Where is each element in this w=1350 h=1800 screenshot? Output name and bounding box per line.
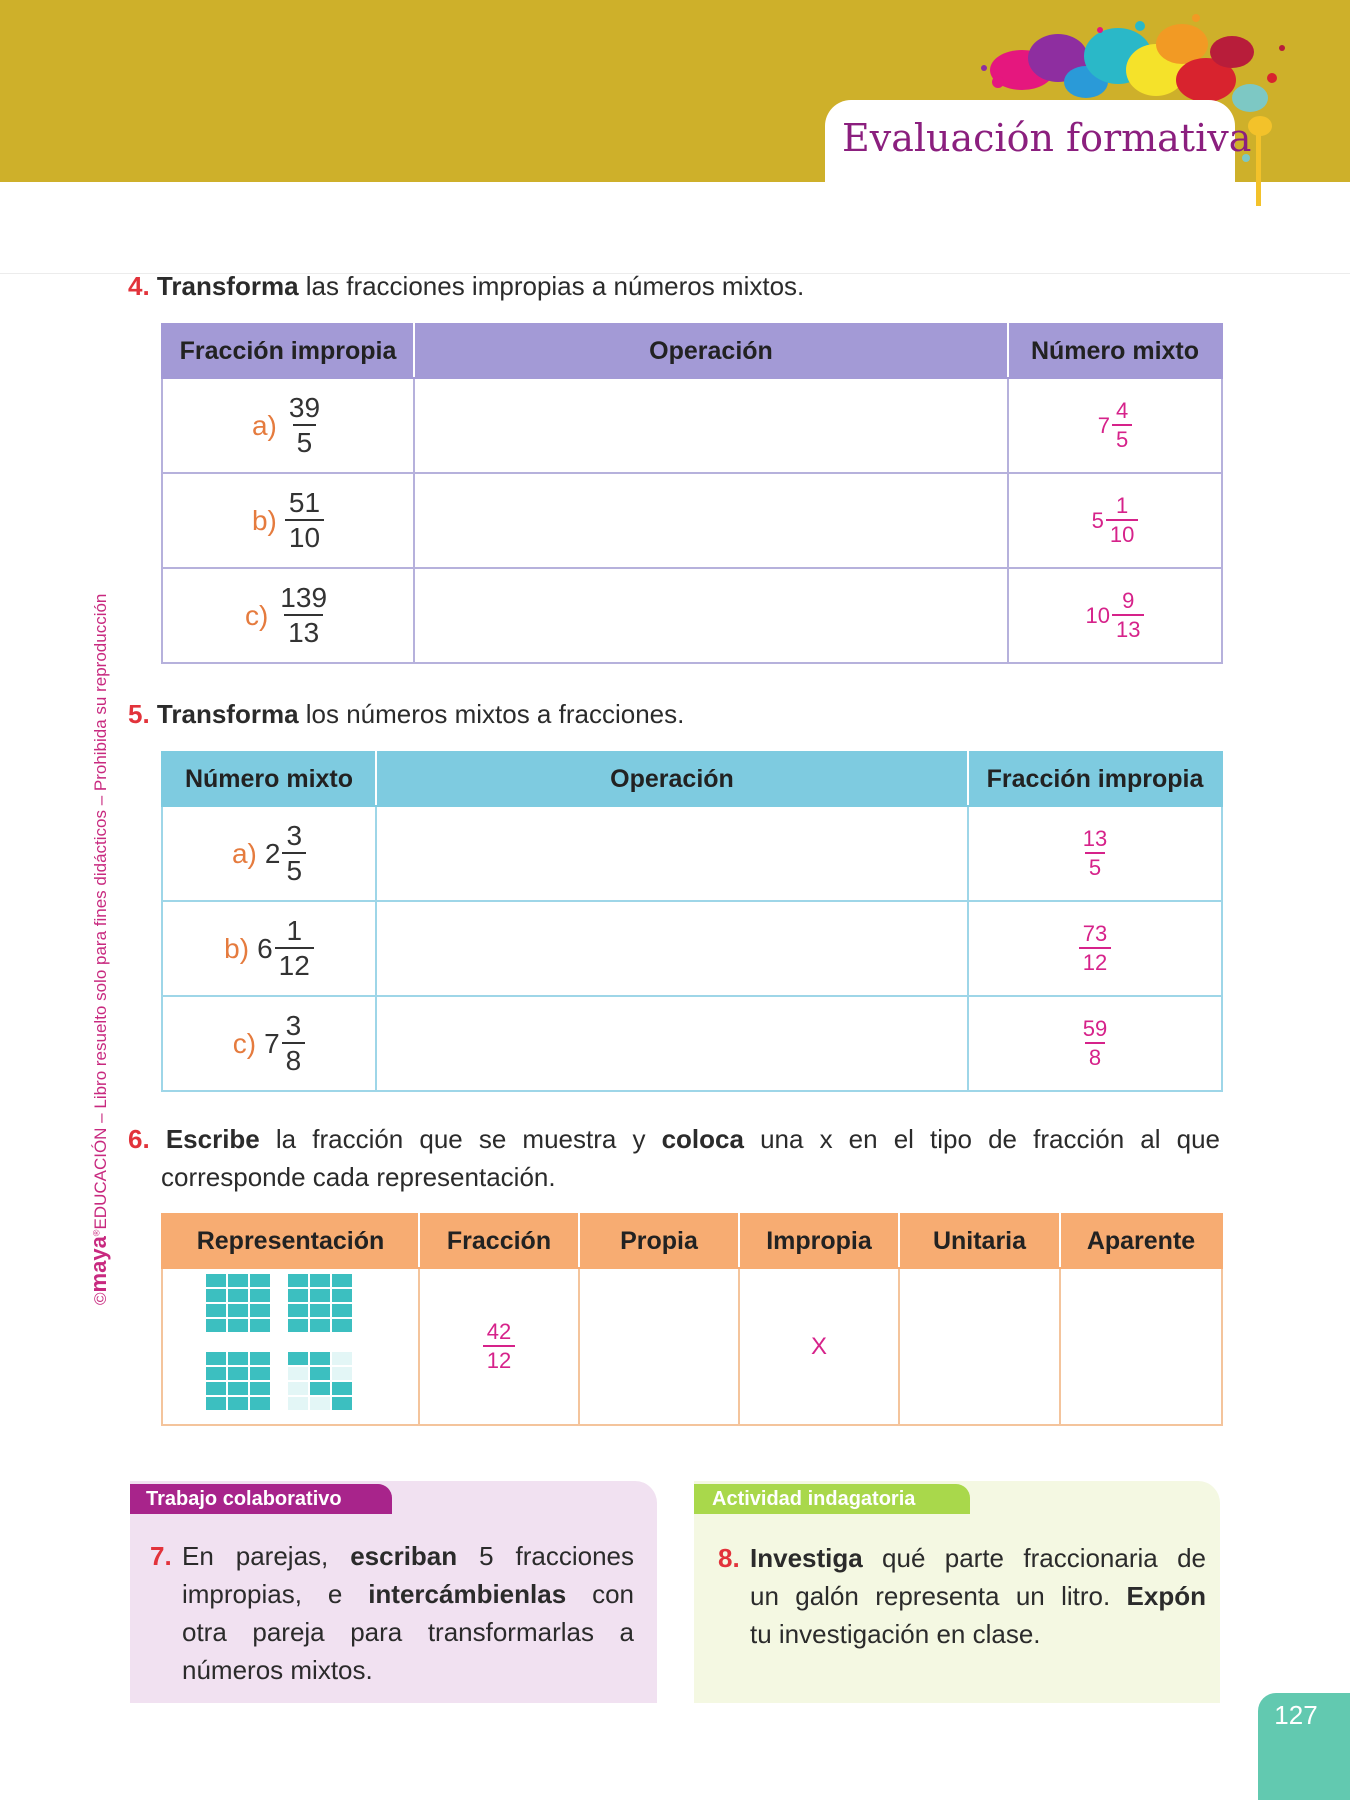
- question-number: 4.: [128, 271, 150, 301]
- fraction: [1079, 921, 1111, 977]
- denominator: 8: [282, 1042, 306, 1078]
- shaded-part: [249, 1381, 271, 1396]
- shaded-part: [309, 1303, 331, 1318]
- question-number: 7.: [150, 1541, 172, 1571]
- question-line: un galón representa un litro. Expón: [750, 1581, 1206, 1611]
- denominator: 10: [1106, 519, 1138, 549]
- improper-fraction-answer[interactable]: [968, 996, 1222, 1091]
- operation-cell[interactable]: [376, 901, 968, 996]
- copyright-symbol: ©: [91, 1292, 110, 1305]
- unshaded-part: [309, 1396, 331, 1411]
- item-label: a): [251, 409, 277, 441]
- shaded-part: [227, 1303, 249, 1318]
- shaded-part: [205, 1288, 227, 1303]
- operation-cell[interactable]: [376, 996, 968, 1091]
- fraction: [285, 487, 324, 555]
- question-text: la fracción que se muestra y: [259, 1124, 662, 1154]
- shaded-part: [331, 1396, 353, 1411]
- numerator: 1: [1115, 492, 1129, 518]
- question-verb: Escribe: [165, 1124, 260, 1154]
- shaded-part: [309, 1381, 331, 1396]
- shaded-part: [309, 1288, 331, 1303]
- shaded-part: [309, 1318, 331, 1333]
- item-label: c): [232, 1027, 257, 1059]
- column-header: Fracción impropia: [162, 324, 414, 378]
- denominator: 8: [1085, 1042, 1105, 1072]
- shaded-part: [331, 1273, 353, 1288]
- operation-cell[interactable]: [414, 473, 1008, 568]
- denominator: 5: [282, 852, 306, 888]
- whole-unit-grid: [287, 1351, 353, 1411]
- numerator: 1: [286, 914, 303, 946]
- question-number: 5.: [128, 699, 150, 729]
- mixed-number-answer[interactable]: [1008, 378, 1222, 473]
- column-header: Propia: [579, 1214, 739, 1268]
- shaded-part: [331, 1318, 353, 1333]
- table-row: [162, 996, 1222, 1091]
- question-line: En parejas, escriban 5 fracciones: [182, 1541, 635, 1571]
- whole-part: 2: [264, 837, 281, 869]
- whole-part: 6: [257, 932, 273, 964]
- column-header: Representación: [162, 1214, 419, 1268]
- copyright-sidebar: [86, 594, 112, 1305]
- question-6: [128, 1120, 1220, 1196]
- copyright-text: EDUCACIÓN – Libro resuelto solo para fines didácticos – Prohibida su reproducción: [91, 593, 110, 1230]
- question-line: [128, 1120, 1220, 1158]
- numerator: 9: [1122, 587, 1135, 613]
- shaded-part: [227, 1351, 249, 1366]
- shaded-part: [309, 1366, 331, 1381]
- numerator: 39: [288, 391, 321, 423]
- denominator: 5: [293, 424, 317, 460]
- shaded-part: [287, 1303, 309, 1318]
- mixed-to-improper-table: [161, 751, 1223, 1092]
- fraction-representation: [201, 1269, 381, 1419]
- denominator: 12: [1079, 947, 1111, 977]
- numerator: 3: [286, 819, 303, 851]
- question-line: números mixtos.: [182, 1655, 373, 1685]
- improper-to-mixed-table: [161, 323, 1223, 664]
- question-8: [718, 1539, 1206, 1653]
- whole-part: 10: [1085, 602, 1110, 628]
- question-line: Investiga qué parte fraccionaria de: [750, 1543, 1206, 1573]
- shaded-part: [227, 1381, 249, 1396]
- question-text: los números mixtos a fracciones.: [298, 699, 685, 729]
- whole-part: 7: [1097, 412, 1110, 438]
- question-text: las fracciones impropias a números mixtos.: [298, 271, 805, 301]
- column-header: Número mixto: [162, 752, 376, 806]
- improper-fraction-answer[interactable]: [968, 901, 1222, 996]
- numerator: 139: [280, 581, 328, 613]
- numerator: 3: [285, 1009, 302, 1041]
- table-row: [162, 378, 1222, 473]
- unshaded-part: [331, 1366, 353, 1381]
- numerator: 4: [1116, 397, 1129, 423]
- denominator: 5: [1112, 424, 1132, 454]
- mixed-number-cell: [162, 806, 376, 901]
- shaded-part: [331, 1288, 353, 1303]
- question-line: corresponde cada representación.: [161, 1162, 556, 1192]
- unshaded-part: [287, 1366, 309, 1381]
- unshaded-part: [287, 1396, 309, 1411]
- shaded-part: [331, 1303, 353, 1318]
- item-label: b): [251, 504, 277, 536]
- shaded-part: [205, 1351, 227, 1366]
- numerator: 73: [1082, 920, 1108, 946]
- operation-cell[interactable]: [414, 568, 1008, 663]
- item-label: c): [244, 599, 269, 631]
- table-header-row: [162, 324, 1222, 378]
- page-title: Evaluación formativa: [842, 116, 1252, 160]
- mixed-number-answer[interactable]: [1008, 568, 1222, 663]
- collaborative-work-tag: Trabajo colaborativo: [130, 1484, 392, 1514]
- representation-cell: [162, 1268, 419, 1425]
- shaded-part: [227, 1273, 249, 1288]
- shaded-part: [205, 1303, 227, 1318]
- denominator: 12: [275, 947, 314, 983]
- shaded-part: [205, 1366, 227, 1381]
- improper-fraction-cell: [162, 378, 414, 473]
- question-4: [128, 267, 804, 305]
- shaded-part: [287, 1318, 309, 1333]
- shaded-part: [205, 1318, 227, 1333]
- question-verb: coloca: [661, 1124, 744, 1154]
- table-row: [162, 1268, 1222, 1425]
- table-row: [162, 473, 1222, 568]
- shaded-part: [249, 1318, 271, 1333]
- registered-mark: ®: [91, 1229, 102, 1237]
- operation-cell[interactable]: [376, 806, 968, 901]
- page-number: 127: [1274, 1700, 1318, 1730]
- whole-part: 7: [264, 1027, 280, 1059]
- question-line: impropias, e intercámbienlas con: [182, 1579, 634, 1609]
- table-header-row: [162, 1214, 1222, 1268]
- table-row: [162, 901, 1222, 996]
- whole-unit-grid: [205, 1351, 271, 1411]
- whole-unit-grid: [287, 1273, 353, 1333]
- numerator: 42: [486, 1318, 512, 1344]
- question-7: [150, 1537, 634, 1689]
- unshaded-part: [287, 1381, 309, 1396]
- shaded-part: [227, 1366, 249, 1381]
- table-row: [162, 806, 1222, 901]
- brand-name: maya: [86, 1236, 111, 1293]
- fraction: [1112, 588, 1144, 644]
- whole-unit-grid: [205, 1273, 271, 1333]
- fraction: [282, 1010, 306, 1078]
- fraction: [1079, 1016, 1111, 1072]
- column-header: Número mixto: [1008, 324, 1222, 378]
- shaded-part: [309, 1351, 331, 1366]
- operation-cell[interactable]: [414, 378, 1008, 473]
- shaded-part: [287, 1351, 309, 1366]
- shaded-part: [249, 1351, 271, 1366]
- fraction: [1112, 398, 1132, 454]
- fraction-type-table: [161, 1213, 1223, 1426]
- shaded-part: [227, 1318, 249, 1333]
- denominator: 13: [1112, 614, 1144, 644]
- mixed-number-answer[interactable]: [1008, 473, 1222, 568]
- column-header: Operación: [376, 752, 968, 806]
- shaded-part: [287, 1288, 309, 1303]
- question-verb: Transforma: [156, 699, 299, 729]
- column-header: Fracción impropia: [968, 752, 1222, 806]
- column-header: Impropia: [739, 1214, 899, 1268]
- shaded-part: [227, 1396, 249, 1411]
- shaded-part: [205, 1396, 227, 1411]
- shaded-part: [249, 1273, 271, 1288]
- fraction: [282, 820, 306, 888]
- shaded-part: [249, 1366, 271, 1381]
- mixed-number-cell: [162, 901, 376, 996]
- fraction: [285, 392, 324, 460]
- column-header: Operación: [414, 324, 1008, 378]
- shaded-part: [205, 1381, 227, 1396]
- improper-fraction-cell: [162, 473, 414, 568]
- unitaria-cell[interactable]: [899, 1268, 1060, 1425]
- question-number: 8.: [718, 1543, 740, 1573]
- question-line: tu investigación en clase.: [750, 1619, 1041, 1649]
- research-activity-tag: Actividad indagatoria: [694, 1484, 970, 1514]
- shaded-part: [331, 1381, 353, 1396]
- denominator: 12: [483, 1345, 515, 1375]
- unshaded-part: [331, 1351, 353, 1366]
- whole-part: 5: [1091, 507, 1104, 533]
- improper-fraction-cell: [162, 568, 414, 663]
- shaded-part: [249, 1303, 271, 1318]
- denominator: 5: [1085, 852, 1105, 882]
- fraction-answer[interactable]: [419, 1268, 579, 1425]
- fraction: [483, 1319, 515, 1375]
- shaded-part: [249, 1396, 271, 1411]
- shaded-part: [227, 1288, 249, 1303]
- impropia-cell[interactable]: X: [739, 1268, 899, 1425]
- item-label: a): [231, 837, 257, 869]
- fraction: [275, 915, 314, 983]
- denominator: 10: [285, 519, 324, 555]
- shaded-part: [249, 1288, 271, 1303]
- column-header: Fracción: [419, 1214, 579, 1268]
- numerator: 13: [1082, 825, 1108, 851]
- fraction: [1106, 493, 1138, 549]
- numerator: 51: [288, 486, 321, 518]
- shaded-part: [309, 1273, 331, 1288]
- question-text: una x en el tipo de fracción al que: [743, 1124, 1221, 1154]
- shaded-part: [287, 1273, 309, 1288]
- question-5: [128, 695, 684, 733]
- item-label: b): [224, 932, 250, 964]
- question-number: 6.: [128, 1124, 150, 1154]
- improper-fraction-answer[interactable]: [968, 806, 1222, 901]
- question-line: otra pareja para transformarlas a: [182, 1617, 634, 1647]
- denominator: 13: [284, 614, 323, 650]
- table-header-row: [162, 752, 1222, 806]
- fraction: [276, 582, 331, 650]
- column-header: Unitaria: [899, 1214, 1060, 1268]
- aparente-cell[interactable]: [1060, 1268, 1222, 1425]
- table-row: [162, 568, 1222, 663]
- question-verb: Transforma: [156, 271, 299, 301]
- numerator: 59: [1082, 1015, 1108, 1041]
- shaded-part: [205, 1273, 227, 1288]
- column-header: Aparente: [1060, 1214, 1222, 1268]
- propia-cell[interactable]: [579, 1268, 739, 1425]
- mixed-number-cell: [162, 996, 376, 1091]
- fraction: [1079, 826, 1111, 882]
